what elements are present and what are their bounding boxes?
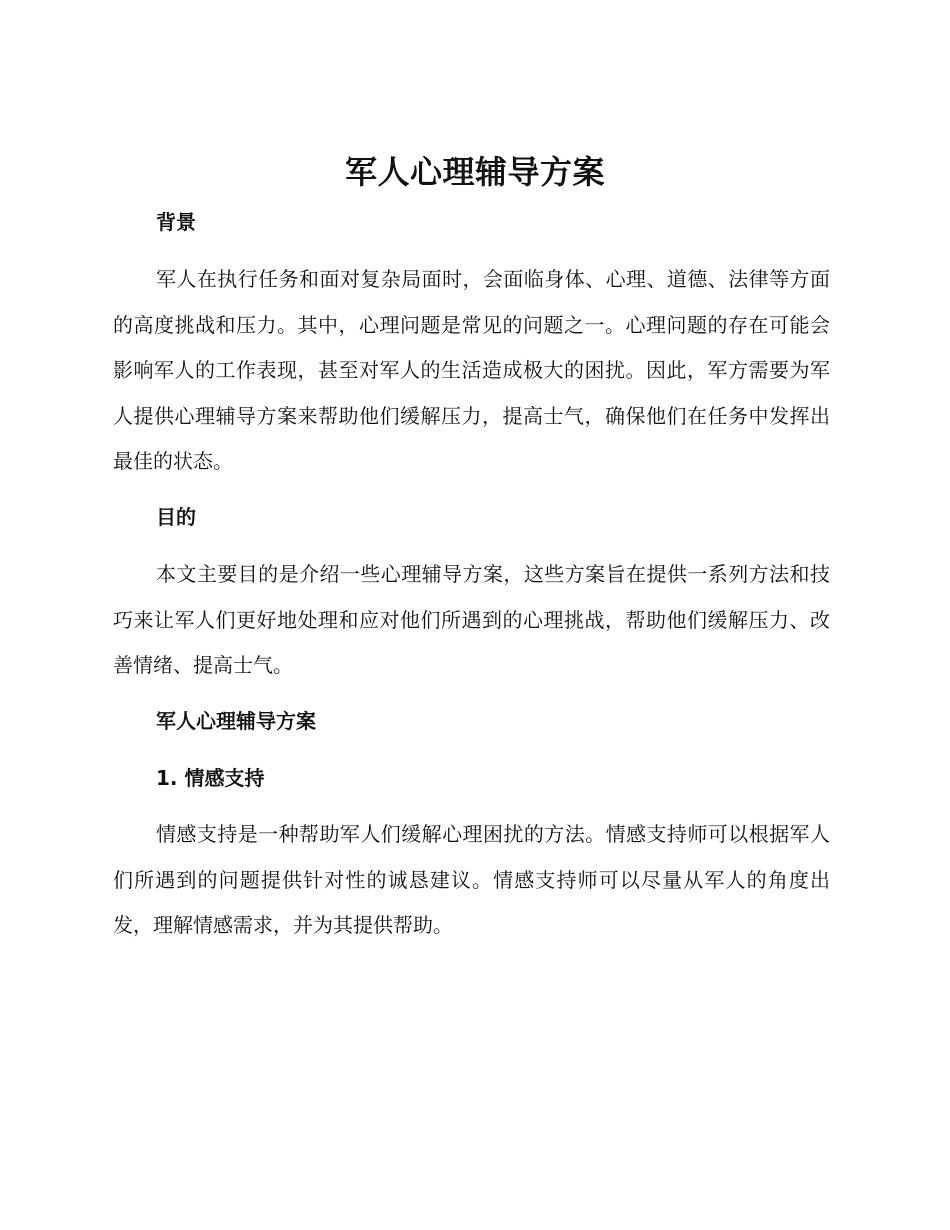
section-body-background: 军人在执行任务和面对复杂局面时，会面临身体、心理、道德、法律等方面的高度挑战和压力。其中，心理问题是常见的问题之一。心理问题的存在可能会影响军人的工作表现，甚至对军人的生活造成极大的困扰。因此，军方需要为军人提供心理辅导方案来帮助他们缓解压力，提高士气，确保他们在任务中发挥出最佳的状态。 bbox=[113, 267, 830, 473]
section-heading-background: 背景 bbox=[156, 210, 196, 234]
section-body-purpose: 本文主要目的是介绍一些心理辅导方案，这些方案旨在提供一系列方法和技巧来让军人们更好地处理和应对他们所遇到的心理挑战，帮助他们缓解压力、改善情绪、提高士气。 bbox=[113, 562, 830, 677]
section-heading-emotional-support: 1. 情感支持 bbox=[156, 766, 265, 790]
section-heading-plan: 军人心理辅导方案 bbox=[156, 709, 316, 733]
document-title: 军人心理辅导方案 bbox=[344, 153, 605, 191]
section-heading-purpose: 目的 bbox=[156, 505, 196, 529]
section-body-emotional-support: 情感支持是一种帮助军人们缓解心理困扰的方法。情感支持师可以根据军人们所遇到的问题提供针对性的诚恳建议。情感支持师可以尽量从军人的角度出发，理解情感需求，并为其提供帮助。 bbox=[113, 822, 830, 937]
